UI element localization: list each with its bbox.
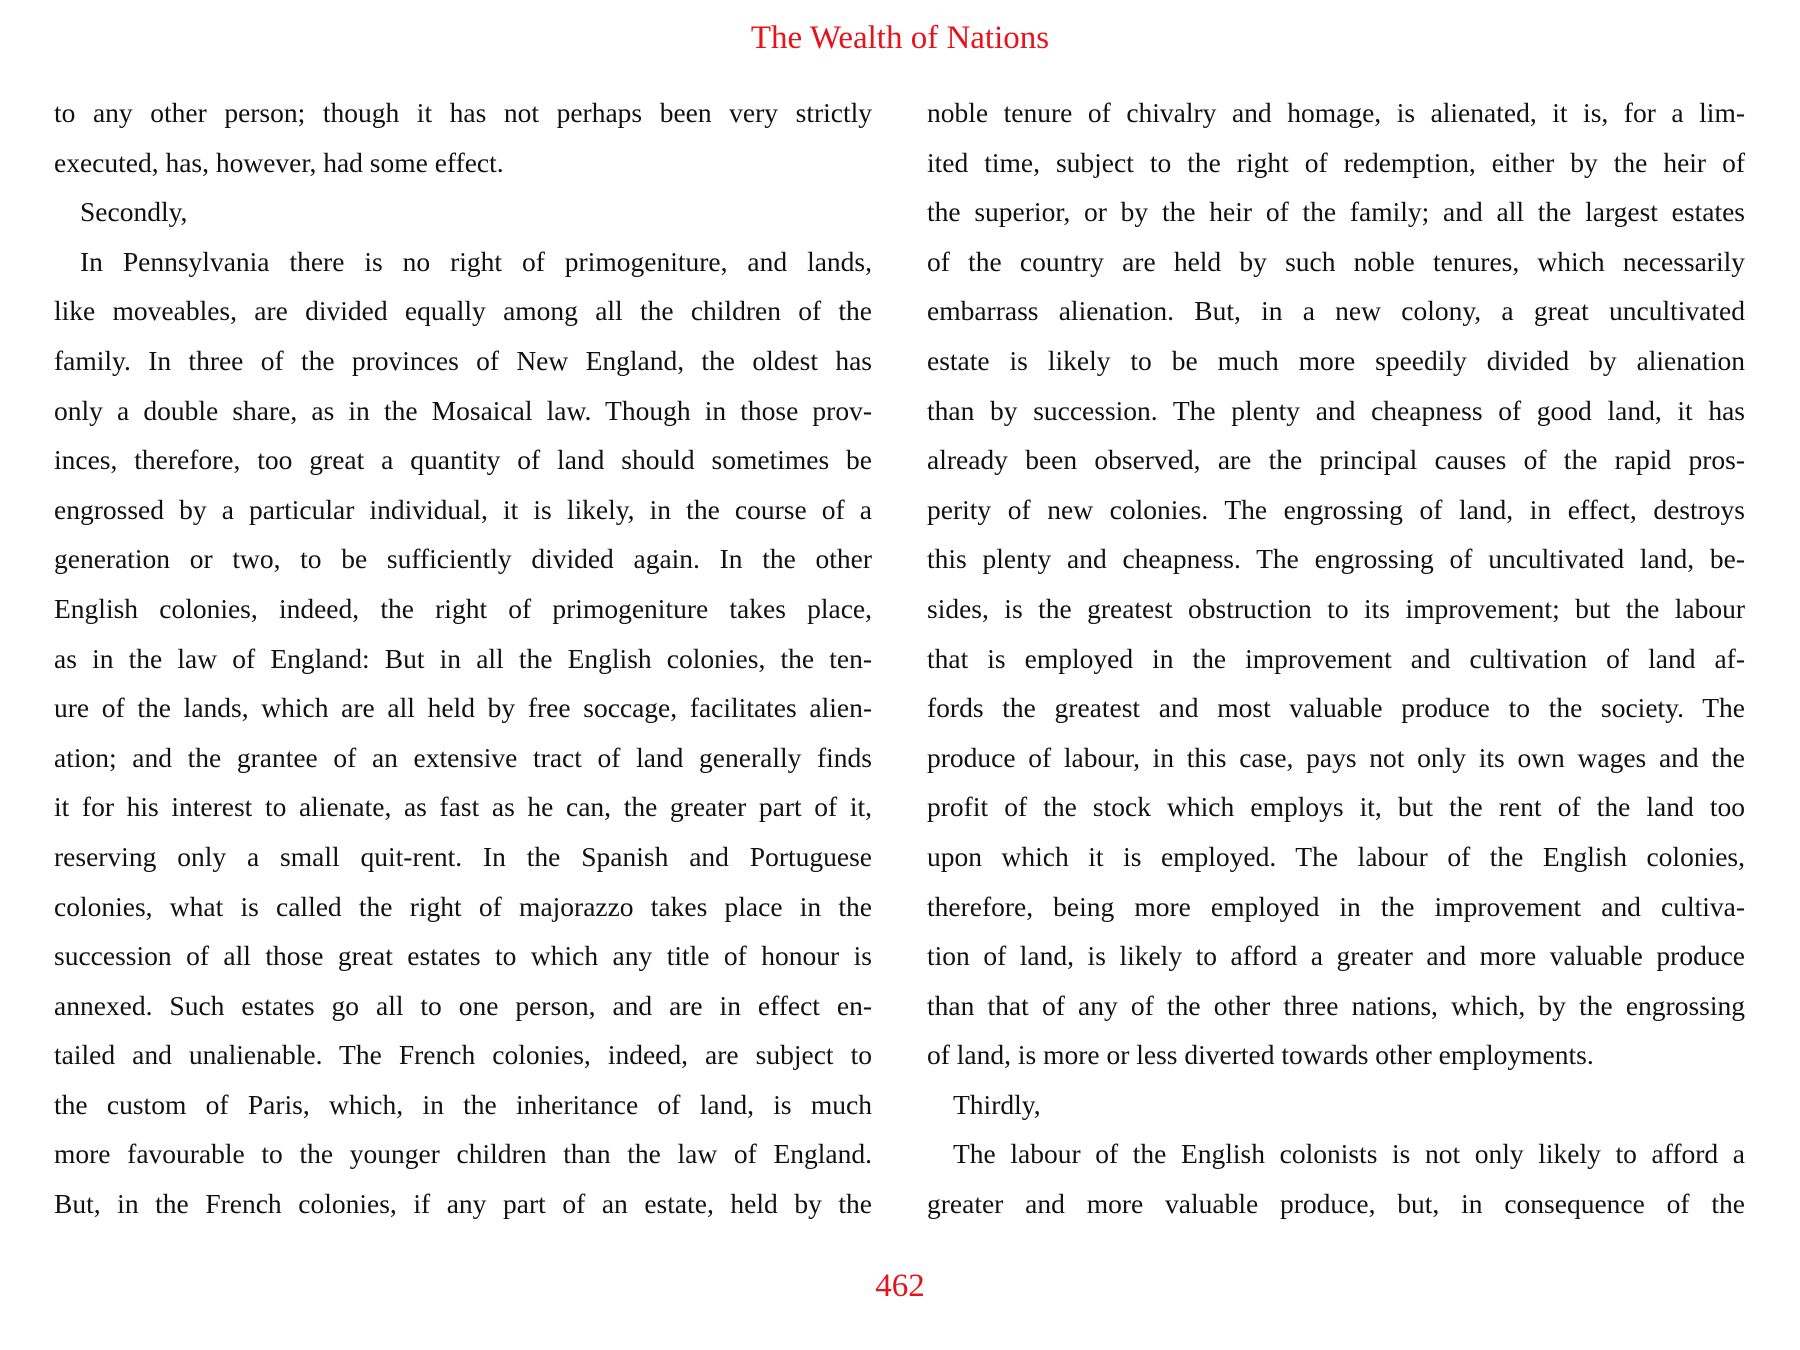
text-column-left xyxy=(54,88,872,1229)
text-line: Thirdly, xyxy=(953,1088,1041,1120)
text-line: executed, has, however, had some effect. xyxy=(54,146,504,178)
text-line: Secondly, xyxy=(80,196,188,228)
text-line: engrossed by a particular individual, it is likely, in the course of a xyxy=(54,493,872,525)
text-line: sides, is the greatest obstruction to its improvement; but the labour xyxy=(927,592,1745,624)
text-line: annexed. Such estates go all to one person, and are in effect en- xyxy=(54,989,872,1021)
text-line: ure of the lands, which are all held by free soccage, facilitates alien- xyxy=(54,692,872,724)
page-number: 462 xyxy=(875,1268,925,1304)
text-line: noble tenure of chivalry and homage, is alienated, it is, for a lim- xyxy=(927,97,1745,128)
text-line: than by succession. The plenty and cheapness of good land, it has xyxy=(927,394,1745,426)
text-line: In Pennsylvania there is no right of primogeniture, and lands, xyxy=(80,245,872,277)
text-line: already been observed, are the principal causes of the rapid pros- xyxy=(927,444,1745,476)
text-line: profit of the stock which employs it, but the rent of the land too xyxy=(927,791,1745,823)
text-line: like moveables, are divided equally among all the children of the xyxy=(54,295,872,327)
text-line: greater and more valuable produce, but, in consequence of the xyxy=(927,1188,1745,1220)
text-line: tion of land, is likely to afford a greater and more valuable produce xyxy=(927,940,1745,972)
text-line: more favourable to the younger children than the law of England. xyxy=(54,1138,872,1170)
text-line: family. In three of the provinces of New England, the oldest has xyxy=(54,344,872,376)
text-line: tailed and unalienable. The French colonies, indeed, are subject to xyxy=(54,1039,872,1071)
text-line: it for his interest to alienate, as fast as he can, the greater part of it, xyxy=(54,791,872,823)
text-line: to any other person; though it has not perhaps been very strictly xyxy=(54,97,872,128)
text-line: of the country are held by such noble tenures, which necessarily xyxy=(927,245,1745,277)
text-line: estate is likely to be much more speedily divided by alienation xyxy=(927,344,1745,376)
text-line: of land, is more or less diverted towards other employments. xyxy=(927,1039,1594,1071)
text-line: But, in the French colonies, if any part of an estate, held by the xyxy=(54,1188,872,1220)
text-line: English colonies, indeed, the right of primogeniture takes place, xyxy=(54,592,872,624)
text-line: perity of new colonies. The engrossing of land, in effect, destroys xyxy=(927,493,1745,525)
text-line: inces, therefore, too great a quantity of land should sometimes be xyxy=(54,444,872,476)
text-line: generation or two, to be sufficiently divided again. In the other xyxy=(54,543,872,575)
text-line: The labour of the English colonists is not only likely to afford a xyxy=(953,1138,1745,1170)
text-line: as in the law of England: But in all the English colonies, the ten- xyxy=(54,642,872,674)
text-line: only a double share, as in the Mosaical law. Though in those prov- xyxy=(54,394,872,426)
text-line: succession of all those great estates to which any title of honour is xyxy=(54,940,872,972)
text-line: the superior, or by the heir of the family; and all the largest estates xyxy=(927,196,1745,228)
text-line: ited time, subject to the right of redemption, either by the heir of xyxy=(927,146,1745,178)
text-line: the custom of Paris, which, in the inheritance of land, is much xyxy=(54,1088,872,1120)
text-line: this plenty and cheapness. The engrossing of uncultivated land, be- xyxy=(927,543,1745,575)
text-line: embarrass alienation. But, in a new colony, a great uncultivated xyxy=(927,295,1745,327)
text-line: reserving only a small quit-rent. In the Spanish and Portuguese xyxy=(54,840,872,872)
text-line: therefore, being more employed in the improvement and cultiva- xyxy=(927,890,1745,922)
text-column-right xyxy=(927,88,1745,1229)
running-header-title: The Wealth of Nations xyxy=(750,20,1050,56)
text-line: ation; and the grantee of an extensive tract of land generally finds xyxy=(54,741,872,773)
text-line: produce of labour, in this case, pays not only its own wages and the xyxy=(927,741,1745,773)
text-line: that is employed in the improvement and cultivation of land af- xyxy=(927,642,1745,674)
text-line: upon which it is employed. The labour of the English colonies, xyxy=(927,840,1745,872)
text-line: fords the greatest and most valuable produce to the society. The xyxy=(927,692,1745,724)
text-line: than that of any of the other three nations, which, by the engrossing xyxy=(927,989,1745,1021)
text-line: colonies, what is called the right of majorazzo takes place in the xyxy=(54,890,872,922)
